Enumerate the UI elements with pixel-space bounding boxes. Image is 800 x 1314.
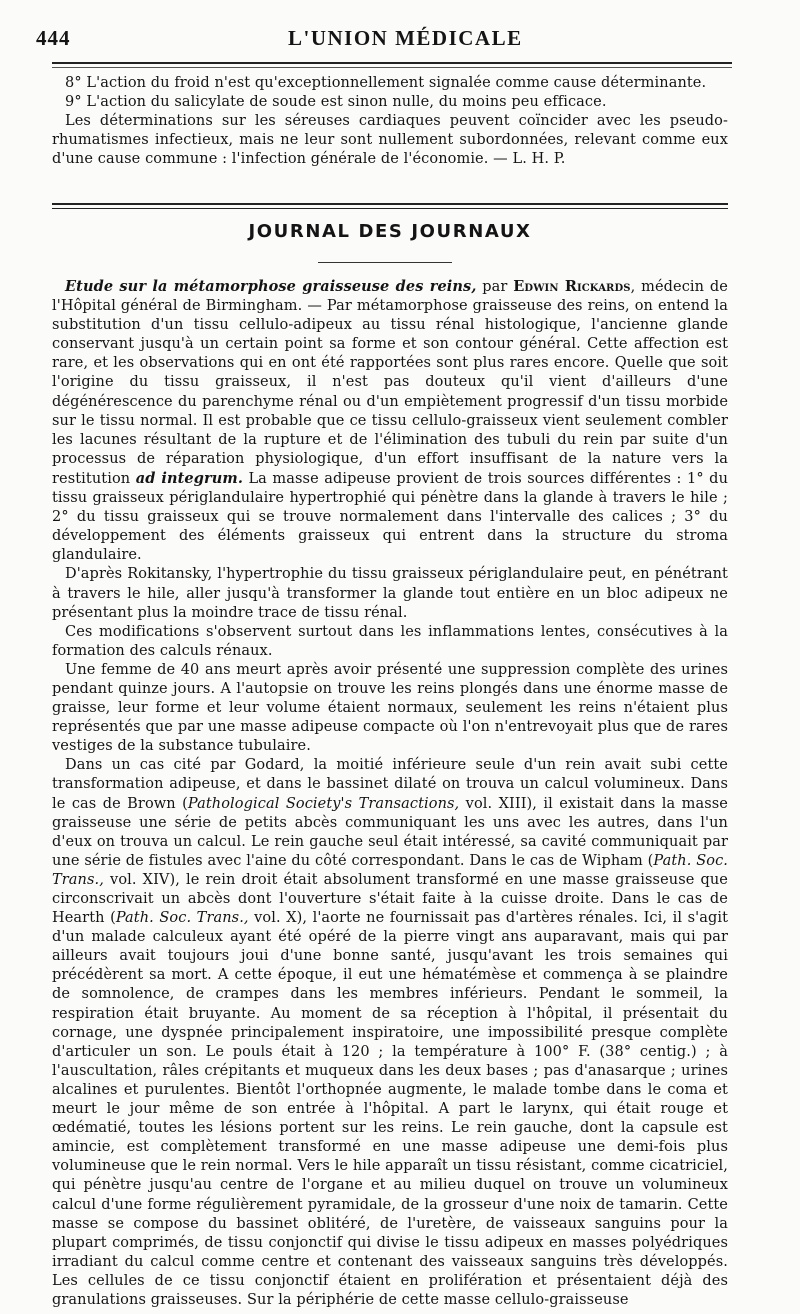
- section-title: JOURNAL DES JOURNAUX: [248, 221, 532, 242]
- modifications-paragraph: Ces modifications s'observent surtout dans les inflammations lentes, consécutives à la formation des calculs rénaux.: [52, 623, 728, 659]
- page-number: 444: [36, 26, 71, 50]
- case-woman-paragraph: Une femme de 40 ans meurt après avoir présenté une suppression complète des urines pendant quinze jours. A l'autopsie on trouve les reins plongés dans une énorme masse de graisse, leur forme et leur volume étaient normaux, seulement les reins n'étaient plus représentés que par une masse adipeuse compacte où l'on n'entrevoyait plus que de rares vestiges de la substance tubulaire.: [52, 661, 728, 755]
- article-intro-text: , médecin de l'Hôpital général de Birmingham. — Par métamorphose graisseuse des reins, on entend la substitution d'un tissu cellulo-adipeux au tissu rénal histologique, l'ancienne glande conservant jusqu'à un certain point sa forme et son contour général. Cette affection est rare, et les observations qui en ont été rapportées sont plus rares encore. Quelle que soit l'origine du tissu graisseux, il n'est pas douteux qu'il vient d'ailleurs d'une dégénérescence du parenchyme rénal ou d'un empiètement progressif d'un tissu morbide sur le tissu normal. Il est probable que ce tissu cellulo-graisseux vient seulement combler les lacunes résultant de la rupture et de l'élimination des tubuli du rein par suite d'un processus de réparation physiologique, d'un effort insuffisant de la nature vers la restitution: [52, 279, 728, 487]
- cases-text-4: vol. X), l'aorte ne fournissait pas d'artères rénales. Ici, il s'agit d'un malade calculeux ayant été opéré de la pierre vingt ans auparavant, mais qui par ailleurs avait toujours joui d'une bonne santé, jusqu'avant les trois semaines qui précédèrent sa mort. A cette époque, il eut une hématémèse et commença à se plaindre de somnolence, de crampes dans les membres inférieurs. Pendant le sommeil, la respiration était bruyante. Au moment de sa réception à l'hôpital, il présentait du cornage, une dyspnée principalement inspiratoire, une impossibilité presque complète d'articuler un son. Le pouls était à 120 ; la température à 100° F. (38° centig.) ; à l'auscultation, râles crépitants et muqueux dans les deux bases ; pas d'anasarque ; urines alcalines et purulentes. Bientôt l'orthopnée augmente, le malade tombe dans le coma et meurt le jour même de son entrée à l'hôpital. A part le larynx, qui était rouge et œdématié, toutes les lésions portent sur les reins. Le rein gauche, dont la capsule est amincie, est complètement transformé en une masse adipeuse une demi-fois plus volumineuse que le rein normal. Vers le hile apparaît un tissu résistant, comme cicatriciel, qui pénètre jusqu'au centre de l'organe et au milieu duquel on trouve un volumineux calcul d'une forme régulièrement pyramidale, de la grosseur d'une noix de tamarin. Cette masse se compose du bassinet oblitéré, de l'uretère, de vaisseaux sanguins pour la plupart comprimés, de tissu conjonctif qui divise le tissu adipeux en masses polyédriques irradiant du calcul comme centre et contenant des vaisseaux sanguins très développés. Les cellules de ce tissu conjonctif étaient en prolifération et présentaient déjà des granulations graisseuses. Sur la périphérie de cette masse cellulo-graisseuse: [52, 910, 728, 1308]
- cases-paragraph: [52, 756, 728, 1310]
- article-body: [52, 277, 728, 1310]
- running-head: [36, 26, 742, 52]
- article-by: par: [476, 279, 514, 295]
- journal-name: L'UNION MÉDICALE: [288, 26, 523, 50]
- article-intro-paragraph: [52, 277, 728, 565]
- cases-text-2: vol. XIII), il existait dans la masse graisseuse une série de petits abcès communiquant les uns avec les autres, dans l'un d'eux on trouva un calcul. Le rein gauche seul était intéressé, sa cavité communiquait par une série de fistules avec l'aine du côté correspondant. Dans le cas de Wipham (: [52, 795, 728, 869]
- section-divider-thin: [52, 208, 728, 209]
- article-author: Edwin Rickards: [513, 278, 631, 295]
- section-divider-thick: [52, 203, 728, 205]
- section-title-rule: [318, 262, 452, 263]
- conclusion-paragraph: Les déterminations sur les séreuses cardiaques peuvent coïncider avec les pseudo-rhumatismes infectieux, mais ne leur sont nullement subordonnées, relevant comme eux d'une cause commune : l'infection générale de l'économie. — L. H. P.: [52, 113, 728, 168]
- hearth-reference: Path. Soc. Trans.,: [115, 910, 249, 927]
- cases-text-3: vol. XIV), le rein droit était absolument transformé en une masse graisseuse que circonscrivait un abcès dont l'ouverture s'était faite à la cuisse droite. Dans le cas de Hearth (: [52, 871, 728, 927]
- header-rule-thin: [52, 67, 732, 68]
- brown-reference: Pathological Society's Transactions,: [187, 795, 460, 812]
- article-title: Etude sur la métamorphose graisseuse des reins,: [65, 278, 477, 295]
- cases-text-1: Dans un cas cité par Godard, la moitié inférieure seule d'un rein avait subi cette transformation adipeuse, et dans le bassinet dilaté on trouva un calcul volumineux. Dans le cas de Brown (: [52, 757, 728, 812]
- wipham-reference: Path. Soc. Trans.,: [52, 852, 729, 888]
- latin-phrase: ad integrum.: [135, 469, 243, 487]
- header-rule: [52, 62, 732, 64]
- conclusion-point-8: 8° L'action du froid n'est qu'exceptionnellement signalée comme cause déterminante.: [65, 75, 707, 91]
- previous-article-conclusion: [52, 74, 728, 169]
- article-sources-text: La masse adipeuse provient de trois sources différentes : 1° du tissu graisseux périglandulaire hypertrophié qui pénètre dans la glande à travers le hile ; 2° du tissu graisseux qui se trouve normalement dans l'intervalle des calices ; 3° du développement des éléments graisseux qui entrent dans la structure du stroma glandulaire.: [52, 470, 729, 564]
- rokitansky-paragraph: D'après Rokitansky, l'hypertrophie du tissu graisseux périglandulaire peut, en pénétrant à travers le hile, aller jusqu'à transformer la glande tout entière en un bloc adipeux ne présentant plus la moindre trace de tissu rénal.: [52, 566, 728, 621]
- conclusion-point-9: 9° L'action du salicylate de soude est sinon nulle, du moins peu efficace.: [65, 94, 607, 111]
